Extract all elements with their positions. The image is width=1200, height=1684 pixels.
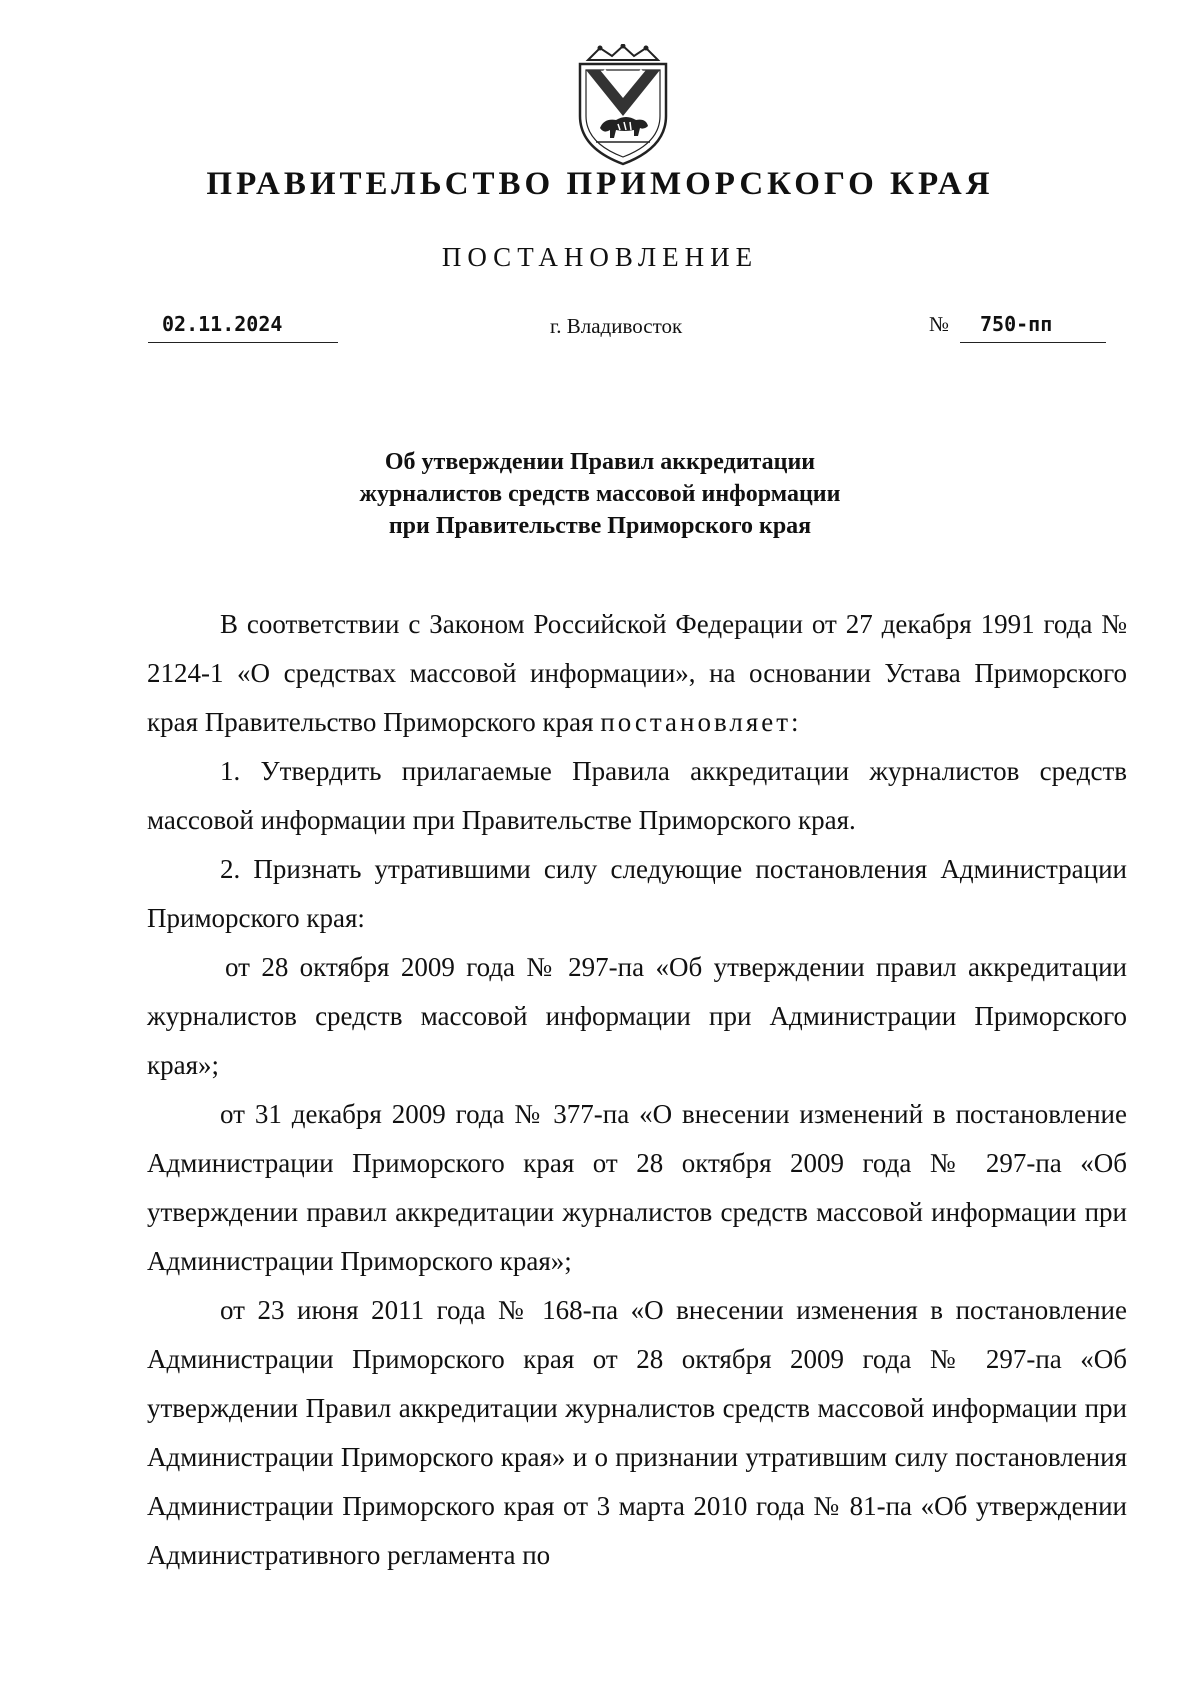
document-type: ПОСТАНОВЛЕНИЕ — [441, 242, 759, 272]
city: г. Владивосток — [550, 314, 683, 338]
document-body — [147, 600, 1127, 1580]
paragraph: от 28 октября 2009 года № 297-па «Об утверждении правил аккредитации журналистов средств массовой информации при Администрации Приморского края»; — [147, 952, 1127, 1080]
coat-of-arms-icon — [570, 44, 676, 166]
paragraph — [147, 600, 1127, 747]
paragraph: от 23 июня 2011 года № 168-па «О внесении изменения в постановление Администрации Приморского края от 28 октября 2009 года № 297-па «Об утверждении Правил аккредитации журналистов средств массовой информации при Администрации Приморского края» и о признании утратившим силу постановления Администрации Приморского края от 3 марта 2010 года № 81-па «Об утверждении Административного регламента по — [147, 1295, 1127, 1570]
subject-line: Об утверждении Правил аккредитации — [384, 449, 816, 475]
subject-line: журналистов средств массовой информации — [359, 481, 841, 507]
document-date: 02.11.2024 — [162, 312, 283, 336]
paragraph: 1. Утвердить прилагаемые Правила аккредитации журналистов средств массовой информации при Правительстве Приморского края. — [147, 756, 1127, 835]
paragraph-text: В соответствии с Законом Российской Федерации от 27 декабря 1991 года № 2124-1 «О средствах массовой информации», на основании Устава Приморского края Правительство Приморского края — [147, 609, 1127, 737]
government-title: ПРАВИТЕЛЬСТВО ПРИМОРСКОГО КРАЯ — [206, 166, 994, 202]
number-field — [960, 312, 1106, 343]
date-field — [148, 312, 338, 343]
subject-line: при Правительстве Приморского края — [388, 513, 812, 539]
document-number: 750-пп — [980, 312, 1053, 336]
paragraph: 2. Признать утратившими силу следующие постановления Администрации Приморского края: — [147, 854, 1127, 933]
document-subject — [0, 446, 1200, 542]
resolves-emphasis: постановляет: — [600, 707, 802, 737]
number-label: № — [929, 312, 950, 336]
paragraph: от 31 декабря 2009 года № 377-па «О внесении изменений в постановление Администрации Приморского края от 28 октября 2009 года № 297-па «Об утверждении правил аккредитации журналистов средств массовой информации при Администрации Приморского края»; — [147, 1099, 1127, 1276]
